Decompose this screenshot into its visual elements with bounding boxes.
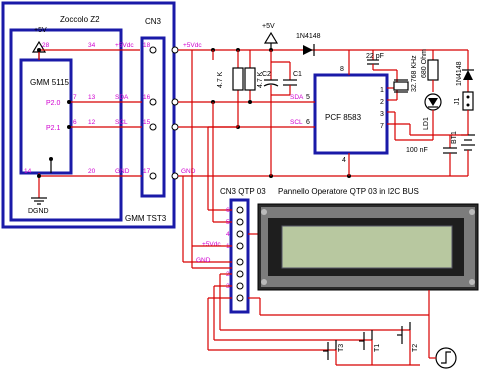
pin-label: 5 (226, 219, 230, 226)
pin-label: 2 (380, 99, 384, 106)
buzzer-icon (429, 340, 456, 368)
signal-label: SCL (115, 119, 128, 126)
resistor-r1 (233, 50, 243, 127)
signal-label: +5Vdc (202, 241, 221, 248)
bt1-label: BT1 (451, 131, 458, 144)
signal-label: +5Vdc (115, 42, 134, 49)
pin-label: 13 (88, 94, 96, 101)
zoccolo-label: Zoccolo Z2 (60, 15, 100, 24)
j1-label: J1 (454, 97, 461, 105)
pin-label: 12 (88, 119, 96, 126)
capacitor-c2 (264, 50, 278, 176)
pin-label: 3 (380, 111, 384, 118)
crystal (394, 80, 408, 92)
pin-label: 4 (342, 157, 346, 164)
pin-dot (37, 48, 41, 52)
lcd-panel (258, 204, 478, 290)
resistor-680 (428, 50, 438, 92)
t3-label: T3 (338, 343, 345, 352)
pin-label: 20 (88, 168, 96, 175)
button-t2 (397, 322, 410, 365)
port-label: P2.1 (46, 125, 61, 132)
pin-label: 3 (226, 283, 230, 290)
signal-label: +5Vdc (183, 42, 202, 49)
ground-symbol-left (31, 198, 47, 204)
cn3-label: CN3 (145, 17, 162, 26)
pin-label: 6 (226, 207, 230, 214)
signal-label: SDA (290, 94, 304, 101)
battery-bt1 (461, 135, 475, 176)
c2-label: C2 (262, 71, 271, 78)
capacitor-c1 (271, 62, 297, 95)
button-t1 (359, 330, 372, 365)
xtal-label: 32.768 KHz (411, 55, 418, 92)
signal-label: GND (115, 168, 130, 175)
pin-dot (49, 157, 53, 161)
jumper-j1 (463, 92, 473, 135)
pin-label: 28 (42, 42, 50, 49)
led-ld1 (425, 94, 441, 140)
cn3qtp-label: CN3 QTP 03 (220, 187, 266, 196)
diode-top (303, 44, 314, 56)
t1-label: T1 (374, 343, 381, 352)
pin-label: 7 (73, 94, 77, 101)
signal-label: SCL (290, 119, 303, 126)
pannello-label: Pannello Operatore QTP 03 in I2C BUS (278, 187, 419, 196)
gmmtst3-label: GMM TST3 (125, 214, 167, 223)
t2-label: T2 (412, 343, 419, 352)
pin-label: 2 (226, 271, 230, 278)
pin-label: 14 (24, 168, 32, 175)
signal-label: GND (181, 168, 196, 175)
pin-label: 8 (340, 66, 344, 73)
diode1-label: 1N4148 (296, 33, 321, 40)
diode-right (462, 50, 474, 92)
r1-label: 4.7 K (217, 71, 224, 88)
button-t3 (323, 340, 336, 365)
diode2-label: 1N4148 (456, 61, 463, 86)
r680-label: 680 Ohm (421, 49, 428, 78)
r2-label: 4.7 K (257, 71, 264, 88)
signal-label: SDA (115, 94, 129, 101)
qtp-pins (237, 207, 243, 301)
pin-label: 16 (143, 94, 151, 101)
pin-label: 5 (306, 94, 310, 101)
cap22-label: 22 pF (366, 53, 384, 60)
c1-label: C1 (293, 71, 302, 78)
lcd-screen (282, 226, 452, 268)
signal-label: GND (196, 257, 211, 264)
pcf-label: PCF 8583 (325, 113, 362, 122)
dgnd-label: DGND (28, 208, 49, 215)
vcc-mid-label: +5V (262, 23, 275, 30)
pin-label: 15 (143, 119, 151, 126)
vcc-left-label: +5V (34, 27, 47, 34)
pin-label: 17 (143, 168, 151, 175)
ld1-label: LD1 (423, 117, 430, 130)
port-label: P2.0 (46, 100, 61, 107)
gmm5115-label: GMM 5115 (30, 78, 69, 87)
c100-label: 100 nF (406, 147, 428, 154)
pin-label: 1 (226, 243, 230, 250)
vcc-symbol-mid (265, 33, 277, 50)
pin-label: 34 (88, 42, 96, 49)
pin-label: 6 (73, 119, 77, 126)
gmm5115-module (21, 60, 71, 173)
pin-label: 7 (380, 123, 384, 130)
pin-label: 6 (306, 119, 310, 126)
pin-label: 18 (143, 42, 151, 49)
pin-label: 1 (380, 87, 384, 94)
pin-label: 4 (226, 231, 230, 238)
